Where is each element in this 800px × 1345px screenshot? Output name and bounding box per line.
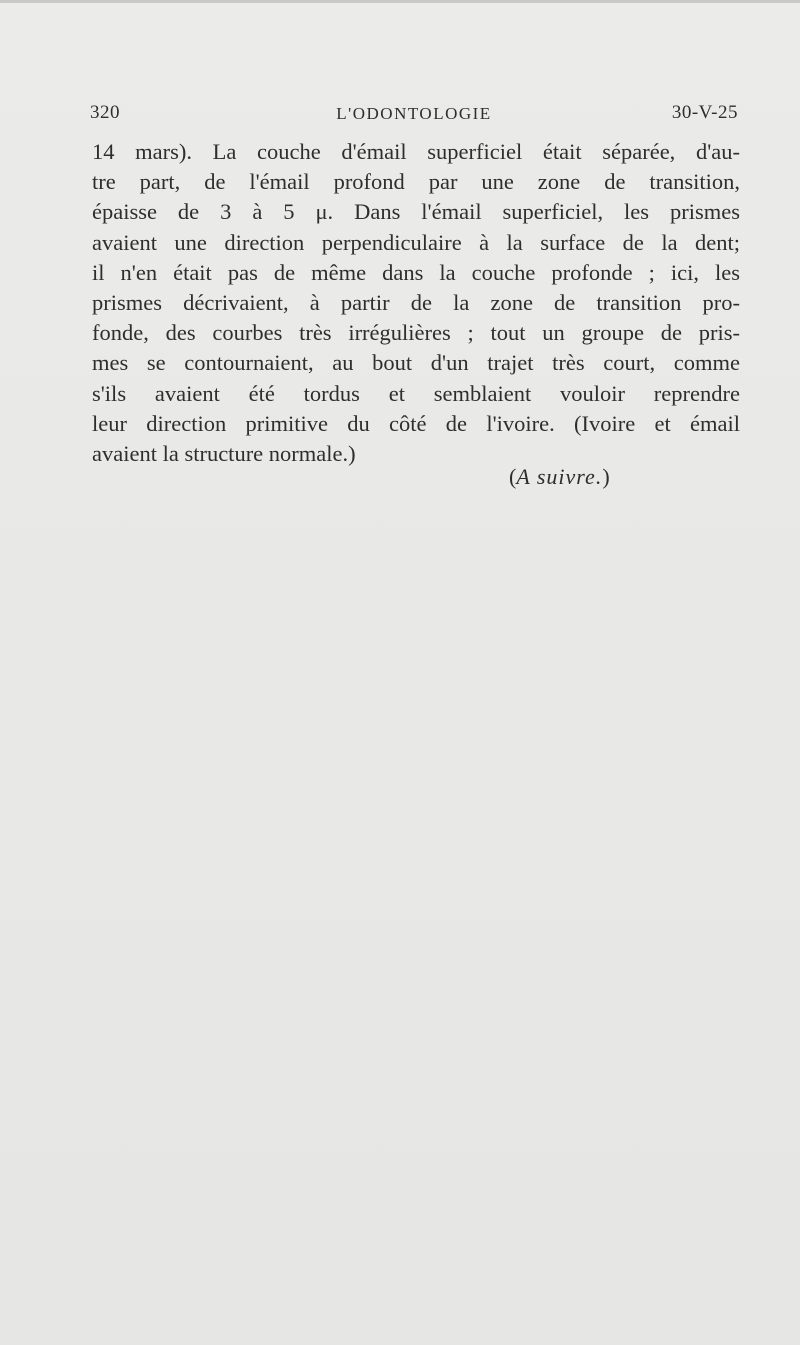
text-line: s'ils avaient été tordus et semblaient vouloir reprendre	[92, 380, 740, 406]
issue-date: 30-V-25	[671, 102, 738, 123]
continuation-note	[509, 464, 610, 490]
text-line: mes se contournaient, au bout d'un trajet très court, comme	[92, 350, 740, 376]
text-line: avaient la structure normale.)	[92, 441, 356, 467]
text-line: leur direction primitive du côté de l'ivoire. (Ivoire et émail	[92, 410, 740, 436]
text-line: 14 mars). La couche d'émail superficiel était séparée, d'au-	[92, 139, 740, 164]
running-header	[90, 102, 738, 130]
text-line: prismes décrivaient, à partir de la zone de transition pro-	[92, 290, 740, 316]
body-paragraph	[92, 137, 740, 469]
text-line: fonde, des courbes très irrégulières ; tout un groupe de pris-	[92, 320, 740, 346]
text-line: tre part, de l'émail profond par une zone de transition,	[92, 169, 740, 195]
continuation-close-paren: )	[602, 464, 610, 489]
text-line: avaient une direction perpendiculaire à la surface de la dent;	[92, 229, 740, 255]
text-line: il n'en était pas de même dans la couche profonde ; ici, les	[92, 259, 740, 285]
continuation-open-paren: (	[509, 464, 517, 489]
text-line: épaisse de 3 à 5 μ. Dans l'émail superficiel, les prismes	[92, 199, 740, 225]
page-number: 320	[90, 102, 120, 123]
page-top-edge	[0, 0, 800, 3]
running-title: L'ODONTOLOGIE	[336, 104, 492, 123]
continuation-text: A suivre.	[516, 464, 603, 489]
